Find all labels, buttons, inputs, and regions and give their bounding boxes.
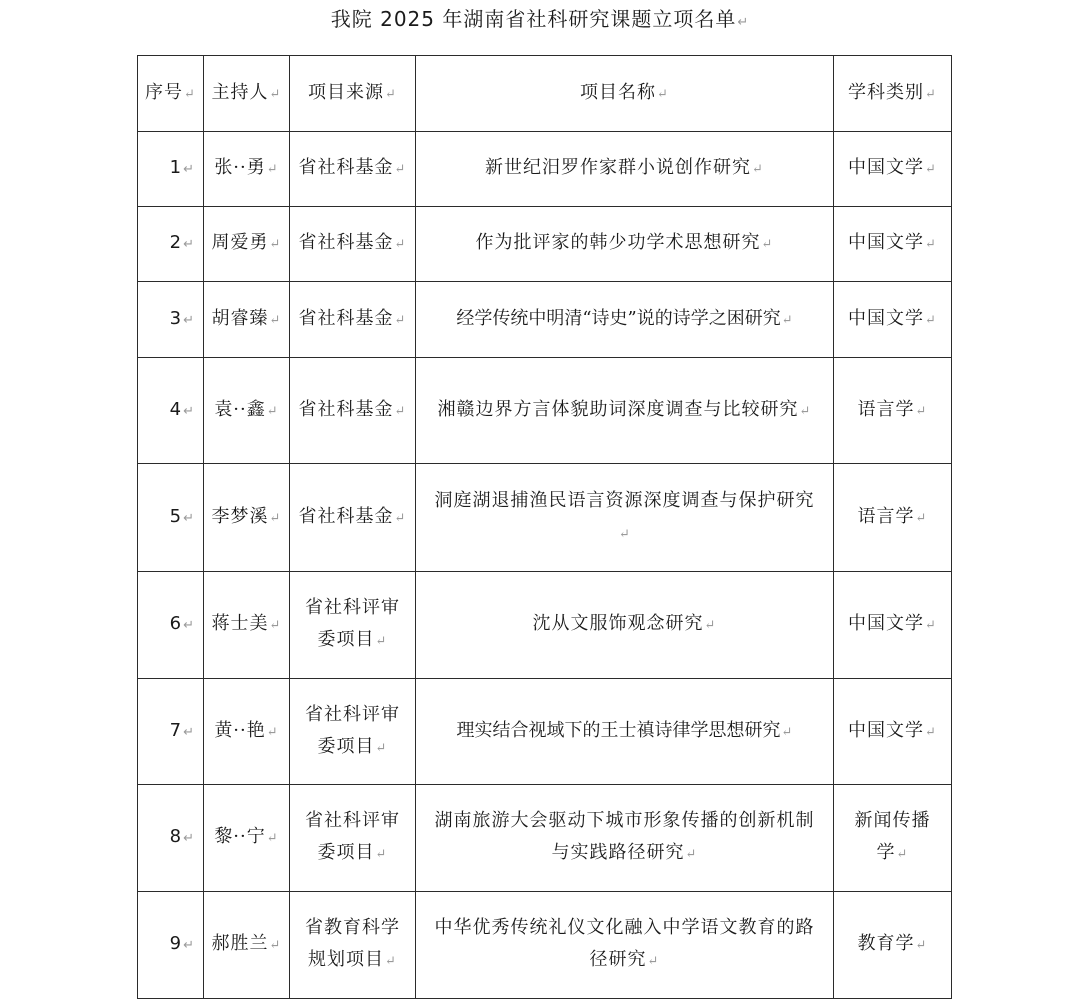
cell-source: 省教育科学规划项目↵: [290, 892, 416, 999]
cell-host: 蒋士美↵: [204, 572, 290, 679]
cell-host: 袁··鑫↵: [204, 358, 290, 464]
project-table: [137, 55, 952, 999]
cell-host: 黎··宁↵: [204, 785, 290, 892]
cell-host: 胡睿臻↵: [204, 282, 290, 358]
header-cell-no: 序号↵: [138, 56, 204, 132]
cell-name: 湖南旅游大会驱动下城市形象传播的创新机制与实践路径研究↵: [416, 785, 834, 892]
document-title: [0, 6, 1080, 36]
cell-category: 中国文学↵: [834, 572, 952, 679]
header-cell-name: 项目名称↵: [416, 56, 834, 132]
cell-no: 8↵: [138, 785, 204, 892]
cell-category: 语言学↵: [834, 464, 952, 572]
cell-no: 9↵: [138, 892, 204, 999]
cell-name: 洞庭湖退捕渔民语言资源深度调查与保护研究↵: [416, 464, 834, 572]
cell-source: 省社科评审委项目↵: [290, 572, 416, 679]
cell-host: 张··勇↵: [204, 132, 290, 207]
cell-no: 4↵: [138, 358, 204, 464]
cell-category: 教育学↵: [834, 892, 952, 999]
cell-category: 语言学↵: [834, 358, 952, 464]
cell-category: 中国文学↵: [834, 207, 952, 282]
cell-source: 省社科评审委项目↵: [290, 785, 416, 892]
cell-no: 1↵: [138, 132, 204, 207]
table-row: [138, 679, 952, 785]
cell-source: 省社科基金↵: [290, 464, 416, 572]
cell-host: 李梦溪↵: [204, 464, 290, 572]
cell-category: 新闻传播学↵: [834, 785, 952, 892]
cell-name: 湘赣边界方言体貌助词深度调查与比较研究↵: [416, 358, 834, 464]
cell-category: 中国文学↵: [834, 679, 952, 785]
cell-no: 2↵: [138, 207, 204, 282]
table-header-row: [138, 56, 952, 132]
cell-name: 沈从文服饰观念研究↵: [416, 572, 834, 679]
cell-host: 郝胜兰↵: [204, 892, 290, 999]
table-row: [138, 464, 952, 572]
cell-category: 中国文学↵: [834, 132, 952, 207]
cell-source: 省社科基金↵: [290, 207, 416, 282]
table-row: [138, 892, 952, 999]
header-cell-host: 主持人↵: [204, 56, 290, 132]
table-row: [138, 132, 952, 207]
title-text: 我院 2025 年湖南省社科研究课题立项名单: [330, 7, 737, 31]
cell-no: 3↵: [138, 282, 204, 358]
cell-name: 新世纪汨罗作家群小说创作研究↵: [416, 132, 834, 207]
table-row: [138, 282, 952, 358]
header-cell-category: 学科类别↵: [834, 56, 952, 132]
cell-category: 中国文学↵: [834, 282, 952, 358]
cell-source: 省社科评审委项目↵: [290, 679, 416, 785]
cell-name: 经学传统中明清“诗史”说的诗学之困研究↵: [416, 282, 834, 358]
cell-no: 6↵: [138, 572, 204, 679]
cell-host: 周爱勇↵: [204, 207, 290, 282]
table-row: [138, 358, 952, 464]
cell-no: 5↵: [138, 464, 204, 572]
cell-no: 7↵: [138, 679, 204, 785]
table-row: [138, 207, 952, 282]
cell-source: 省社科基金↵: [290, 132, 416, 207]
cell-host: 黄··艳↵: [204, 679, 290, 785]
header-cell-source: 项目来源↵: [290, 56, 416, 132]
cell-source: 省社科基金↵: [290, 358, 416, 464]
table-row: [138, 572, 952, 679]
table-row: [138, 785, 952, 892]
cell-name: 作为批评家的韩少功学术思想研究↵: [416, 207, 834, 282]
cell-name: 理实结合视域下的王士禛诗律学思想研究↵: [416, 679, 834, 785]
return-mark: ↵: [737, 15, 750, 30]
cell-source: 省社科基金↵: [290, 282, 416, 358]
cell-name: 中华优秀传统礼仪文化融入中学语文教育的路径研究↵: [416, 892, 834, 999]
